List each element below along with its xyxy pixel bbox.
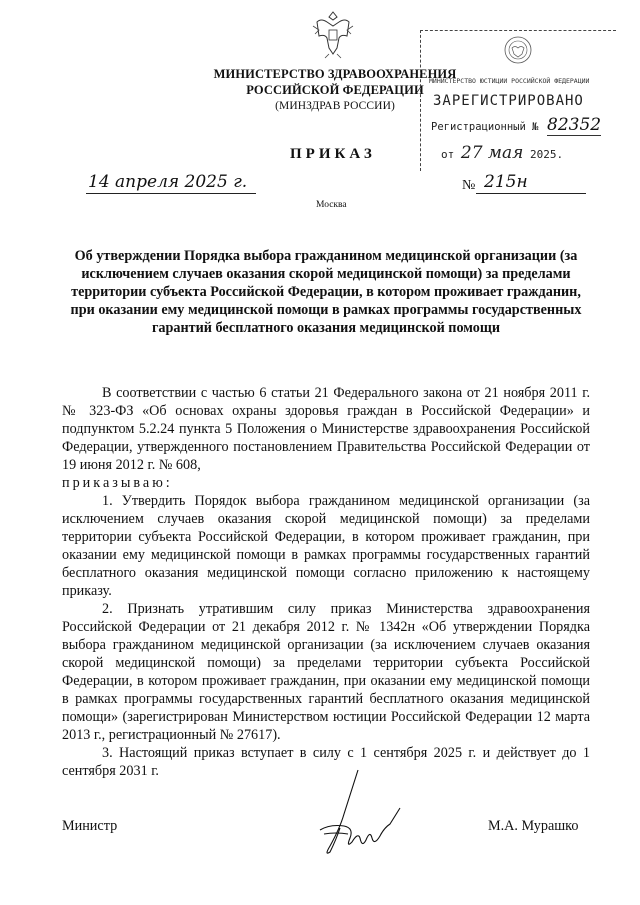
order-heading: ПРИКАЗ — [290, 146, 376, 162]
document-body — [62, 384, 590, 780]
stamp-emblem-icon — [503, 35, 533, 65]
stamp-date — [441, 143, 563, 163]
number-underline — [476, 193, 586, 194]
preamble-paragraph: В соответствии с частью 6 статьи 21 Федерального закона от 21 ноября 2011 г. № 323-ФЗ «Об основах охраны здоровья граждан в Российской Федерации» и подпунктом 5.2.24 пункта 5 Положения о Министерстве здравоохранения Российской Федерации, утвержденного постановлением Правительства Российской Федерации от 19 июня 2012 г. № 608, — [62, 385, 590, 473]
order-number: 215н — [484, 172, 528, 192]
ministry-name-line1: МИНИСТЕРСТВО ЗДРАВООХРАНЕНИЯ — [213, 67, 457, 81]
order-date: 14 апреля 2025 г. — [88, 172, 248, 192]
ministry-short-name: (МИНЗДРАВ РОССИИ) — [275, 100, 395, 112]
coat-of-arms-icon — [311, 8, 355, 60]
order-number-label: № — [462, 178, 476, 193]
registration-stamp — [420, 30, 616, 171]
stamp-agency-line: МИНИСТЕРСТВО ЮСТИЦИИ РОССИЙСКОЙ ФЕДЕРАЦИИ — [429, 77, 590, 85]
order-item-1: 1. Утвердить Порядок выбора гражданином медицинской организации (за исключением случаев оказания скорой медицинской помощи) за пределами территории субъекта Российской Федерации, в котором проживает гражданин, при оказании ему медицинской помощи в рамках программы государственных гарантий бесплатного оказания медицинской помощи согласно приложению к настоящему приказу. — [62, 493, 590, 599]
stamp-date-handwritten: 27 мая — [460, 143, 524, 163]
ministry-name-line2: РОССИЙСКОЙ ФЕДЕРАЦИИ — [246, 83, 424, 97]
order-item-3: 3. Настоящий приказ вступает в силу с 1 сентября 2025 г. и действует до 1 сентября 2031 г. — [62, 745, 590, 779]
handwritten-signature-icon — [300, 768, 410, 868]
decree-word: приказываю: — [62, 475, 173, 491]
stamp-reg-number: 82352 — [547, 115, 602, 135]
stamp-date-prefix: от — [441, 148, 455, 161]
stamp-date-year: 2025. — [530, 148, 564, 161]
stamp-reg-label: Регистрационный № — [431, 121, 539, 133]
stamp-registered: ЗАРЕГИСТРИРОВАНО — [433, 93, 584, 109]
signatory-role: Министр — [62, 818, 118, 834]
order-city: Москва — [316, 200, 347, 210]
date-underline — [86, 193, 256, 194]
order-item-2: 2. Признать утратившим силу приказ Министерства здравоохранения Российской Федерации от 21 декабря 2012 г. № 1342н «Об утверждении Порядка выбора гражданином медицинской организации (за исключением случаев оказания скорой медицинской помощи) за пределами территории субъекта Российской Федерации, в котором проживает гражданин, при оказании ему медицинской помощи в рамках программы государственных гарантий бесплатного оказания медицинской помощи» (зарегистрирован Министерством юстиции Российской Федерации 12 марта 2013 г., регистрационный № 27617). — [62, 601, 590, 743]
signatory-name: М.А. Мурашко — [488, 818, 579, 834]
document-title: Об утверждении Порядка выбора гражданином медицинской организации (за исключением случаев оказания скорой медицинской помощи) за пределами территории субъекта Российской Федерации, в котором проживает гражданин, при оказании ему медицинской помощи в рамках программы государственных гарантий бесплатного оказания медицинской помощи — [70, 248, 582, 336]
